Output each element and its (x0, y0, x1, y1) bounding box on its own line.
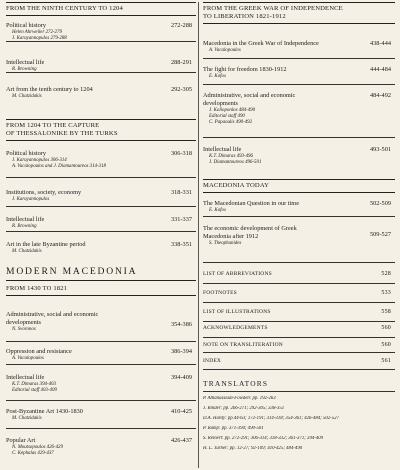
entry-divider (203, 137, 395, 138)
list-label: LIST OF ILLUSTRATIONS (203, 309, 271, 315)
entry-author: E. Kofos (209, 73, 226, 79)
entry-author: A. Vacalopoulos (12, 355, 44, 361)
translator-line: P. Athanassiadi-Fowden: pp. 192-263 (203, 396, 276, 401)
toc-entry (203, 200, 395, 214)
section-heading-capture-thessalonike (6, 119, 196, 141)
toc-entry (203, 92, 395, 126)
entry-pages: 354-386 (171, 321, 192, 328)
entry-author: M. Chatzidakis (12, 93, 42, 99)
entry-author: A. Vacalopoulos (209, 47, 241, 53)
entry-pages: 509-527 (370, 231, 391, 238)
entry-pages: 410-425 (171, 408, 192, 415)
entry-author: A. Vacalopoulos and J. Diamantoureos 314-318 (12, 163, 106, 169)
translators-heading: TRANSLATORS (203, 379, 269, 388)
section-divider (203, 262, 395, 263)
entry-divider (6, 364, 196, 365)
entry-divider (6, 41, 196, 42)
entry-title: Macedonia in the Greek War of Independence (203, 40, 319, 47)
list-of-abbreviations-link[interactable] (203, 271, 395, 277)
heading-line: TO LIBERATION 1821-1912 (203, 13, 286, 21)
list-label: NOTE ON TRANSLITERATION (203, 342, 283, 348)
entry-title: developments (6, 318, 41, 326)
translator-line: D.A. Hardy: pp.44-63; 172-191; 314-318; 354-361; 426-484; 502-527 (203, 416, 339, 421)
entry-title: Institutions, society, economy (6, 189, 82, 196)
entry-divider (6, 72, 196, 73)
note-on-transliteration-link[interactable] (203, 342, 395, 348)
entry-title: Intellectual life (6, 374, 45, 381)
list-pages: 561 (381, 358, 391, 364)
entry-pages: 438-444 (370, 40, 391, 47)
entry-pages: 288-291 (171, 59, 192, 66)
list-label: ACKNOWLEDGEMENTS (203, 325, 268, 331)
list-pages: 560 (381, 325, 391, 331)
list-label: FOOTNOTES (203, 290, 237, 296)
entry-title: Oppression and resistance (6, 348, 72, 355)
entry-author: K.T. Dimaras 394-403 (12, 381, 56, 387)
entry-divider (203, 84, 395, 85)
heading-line: FROM 1204 TO THE CAPTURE (6, 122, 100, 129)
entry-divider (203, 283, 395, 284)
toc-entry (6, 22, 196, 42)
toc-entry (6, 374, 196, 394)
entry-pages: 272-288 (171, 22, 192, 29)
entry-divider (6, 428, 196, 429)
toc-entry (203, 225, 395, 247)
heading-line: OF THESSALONIKE BY THE TURKS (6, 130, 118, 138)
entry-title: Art from the tenth century to 1204 (6, 86, 93, 93)
entry-pages: 444-484 (370, 66, 391, 73)
entry-title: Political history (6, 22, 47, 29)
entry-pages: 386-394 (171, 348, 192, 355)
entry-author: C. Kephalas 429-437 (12, 450, 54, 456)
entry-divider (203, 216, 395, 217)
list-pages: 533 (381, 290, 391, 296)
toc-entry (203, 66, 395, 80)
entry-author: E. Kofos (209, 207, 226, 213)
column-divider (198, 2, 199, 468)
entry-author: S. Theophanides (209, 240, 242, 246)
entry-pages: 318-331 (171, 189, 192, 196)
entry-divider (6, 206, 196, 207)
entry-pages: 292-305 (171, 86, 192, 93)
entry-title: Macedonia after 1912 (203, 232, 259, 240)
entry-author: C. Papaoulis 490-492 (209, 119, 253, 125)
toc-entry (203, 146, 395, 166)
entry-divider (6, 400, 196, 401)
entry-title: Intellectual life (203, 146, 242, 153)
entry-title: The fight for freedom 1830-1912 (203, 66, 287, 73)
entry-divider (6, 231, 196, 232)
entry-divider (203, 58, 395, 59)
entry-pages: 338-351 (171, 241, 192, 248)
list-pages: 528 (381, 271, 391, 277)
list-pages: 558 (381, 309, 391, 315)
toc-entry (6, 150, 196, 170)
entry-author: N. Moutsopoulos 426-429 (12, 444, 63, 450)
entry-pages: 502-509 (370, 200, 391, 207)
entry-author: K.T. Dimaras 493-496 (209, 153, 253, 159)
toc-entry (203, 40, 395, 54)
toc-entry (6, 348, 196, 362)
entry-author: N. Svoronos (12, 326, 36, 332)
section-heading-macedonia-today: MACEDONIA TODAY (203, 179, 395, 193)
entry-author: Editorial staff 490 (209, 113, 245, 119)
entry-divider (203, 302, 395, 303)
entry-title: Administrative, social and economic (6, 311, 99, 318)
entry-author: J. Diamantoureos 496-501 (209, 159, 262, 165)
toc-entry (6, 241, 196, 255)
section-divider (203, 369, 395, 370)
entry-author: Helen Ahrweiler 272-279 (12, 29, 62, 35)
entry-title: The economic development of Greek (203, 225, 297, 232)
translator-line: H. L. Turner: pp. 12-27; 92-109; 410-425; 484-490 (203, 446, 303, 451)
section-heading-ninth-century: FROM THE NINTH CENTURY TO 1204 (6, 2, 196, 16)
entry-divider (6, 177, 196, 178)
acknowledgements-link[interactable] (203, 325, 395, 331)
entry-pages: 331-337 (171, 216, 192, 223)
entry-author: J. Karayannopulos 306-314 (12, 157, 67, 163)
translator-line: P. Ramp: pp. 371-394; 490-501 (203, 426, 264, 431)
modern-macedonia-heading: MODERN MACEDONIA (6, 266, 196, 281)
list-pages: 560 (381, 342, 391, 348)
section-heading-1430-1821: FROM 1430 TO 1821 (6, 283, 196, 296)
entry-title: Art in the late Byzantine period (6, 241, 86, 248)
entry-divider (203, 352, 395, 353)
entry-author: M. Chatzidakis (12, 248, 42, 254)
toc-entry (6, 216, 196, 230)
entry-title: developments (203, 99, 238, 107)
entry-pages: 484-492 (370, 92, 391, 99)
index-link[interactable] (203, 358, 395, 364)
list-label: LIST OF ABBREVIATIONS (203, 271, 272, 277)
entry-author: J. Karayannopulos 279-288 (12, 35, 67, 41)
heading-line: FROM THE GREEK WAR OF INDEPENDENCE (203, 5, 343, 12)
entry-author: R. Browning (12, 66, 37, 72)
entry-author: Editorial staff 403-409 (12, 387, 57, 393)
entry-title: Post-Byzantine Art 1430-1830 (6, 408, 83, 415)
toc-entry (6, 86, 196, 100)
entry-divider (203, 321, 395, 322)
entry-pages: 394-409 (171, 374, 192, 381)
translator-line: J. Binder: pp. 266-271; 292-305; 338-351 (203, 406, 285, 411)
entry-title: The Macedonian Question in our time (203, 200, 300, 207)
entry-divider (6, 341, 196, 342)
entry-author: J. Kolioponlos 484-490 (209, 107, 256, 113)
list-label: INDEX (203, 358, 222, 364)
entry-title: Popular Art (6, 437, 36, 444)
list-of-illustrations-link[interactable] (203, 309, 395, 315)
entry-title: Intellectual life (6, 216, 45, 223)
toc-entry (6, 437, 196, 457)
entry-author: M. Chatzidakis (12, 415, 42, 421)
entry-divider (203, 337, 395, 338)
footnotes-link[interactable] (203, 290, 395, 296)
entry-author: R. Browning (12, 223, 37, 229)
entry-title: Political history (6, 150, 47, 157)
entry-pages: 493-501 (370, 146, 391, 153)
toc-entry (6, 311, 196, 333)
entry-title: Intellectual life (6, 59, 45, 66)
entry-pages: 426-437 (171, 437, 192, 444)
section-divider (203, 391, 395, 392)
translator-line: S. Reinert: pp. 272-291; 306-314; 318-332; 361-371; 394-409 (203, 436, 324, 441)
entry-pages: 306-318 (171, 150, 192, 157)
toc-entry (6, 189, 196, 203)
toc-entry (6, 59, 196, 73)
entry-title: Administrative, social and economic (203, 92, 296, 99)
entry-author: J. Karayannopulos (12, 196, 50, 202)
toc-entry (6, 408, 196, 422)
section-heading-war-of-independence (203, 2, 395, 24)
